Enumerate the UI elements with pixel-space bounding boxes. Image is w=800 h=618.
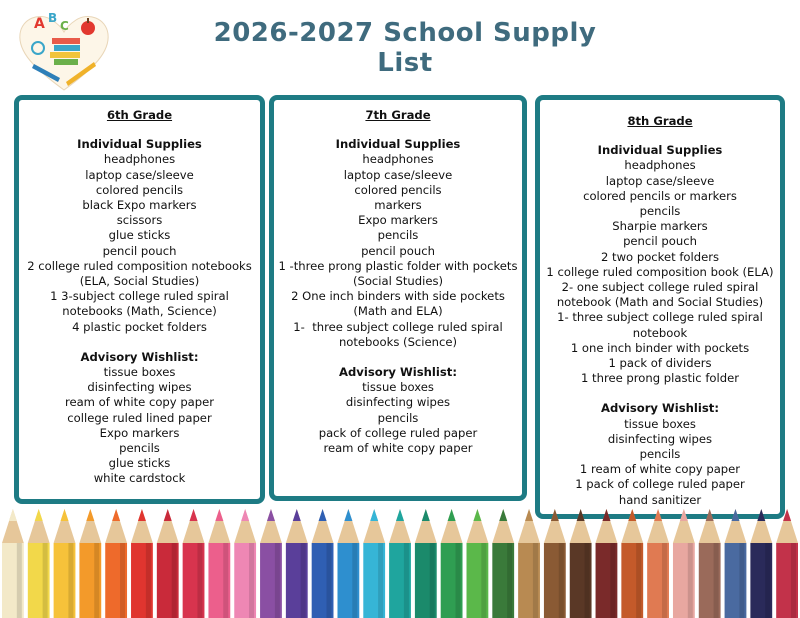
list-item: 1- three subject college ruled spiral notebooks (Science) [293, 319, 507, 349]
pencil [441, 509, 463, 618]
advisory-wishlist-heading: Advisory Wishlist: [339, 365, 457, 380]
list-item: 1- three subject college ruled spiral notebook [557, 310, 767, 340]
list-item: disinfecting wipes [607, 431, 713, 446]
list-item: colored pencils [354, 182, 442, 197]
logo-letter-a: A [34, 16, 45, 32]
pencil [518, 509, 540, 618]
pencil [492, 509, 514, 618]
individual-supplies-heading: Individual Supplies [77, 137, 202, 152]
list-item: Expo markers [99, 425, 180, 440]
list-item: scissors [116, 213, 163, 228]
list-item: laptop case/sleeve [343, 167, 453, 182]
list-item: 1 three prong plastic folder [581, 371, 739, 386]
pencil [79, 509, 101, 618]
pencil [570, 509, 592, 618]
pencil [467, 509, 489, 618]
list-item: pencil pouch [102, 243, 177, 258]
list-item: headphones [362, 152, 434, 167]
list-item: hand sanitizer [618, 492, 702, 507]
advisory-wishlist-list [22, 365, 257, 487]
list-item: markers [374, 198, 422, 213]
pencil [208, 509, 230, 618]
pencil [157, 509, 179, 618]
list-item: tissue boxes [624, 416, 696, 431]
list-item: headphones [624, 158, 696, 173]
pencil [28, 509, 50, 618]
advisory-wishlist-list [543, 417, 777, 508]
list-item: pencil pouch [361, 243, 435, 258]
list-item: 2- one subject college ruled spiral notebook (Math and Social Studies) [556, 280, 764, 310]
school-supplies-heart-icon [14, 8, 114, 94]
pencil [2, 509, 24, 618]
list-item: 2 two pocket folders [600, 249, 720, 264]
card-grade-title: 8th Grade [627, 114, 693, 128]
pencil [699, 509, 721, 618]
list-item: pencils [119, 441, 160, 456]
list-item: black Expo markers [82, 198, 197, 213]
list-item: pencils [639, 204, 681, 219]
list-item: pencils [377, 410, 419, 425]
list-item: 1 -three prong plastic folder with pockets (Social Studies) [278, 258, 522, 289]
list-item: 1 ream of white copy paper [579, 462, 741, 477]
pencil [776, 509, 798, 618]
list-item: college ruled lined paper [67, 410, 212, 425]
list-item: 2 One inch binders with side pockets (Math and ELA) [291, 289, 509, 319]
pencil [54, 509, 76, 618]
list-item: 1 pack of college ruled paper [575, 477, 745, 492]
list-item: 1 3-subject college ruled spiral notebooks (Math, Science) [50, 289, 233, 319]
grade-6-card [14, 95, 265, 504]
advisory-wishlist-list [277, 380, 519, 456]
list-item: disinfecting wipes [87, 380, 192, 395]
pencil [286, 509, 308, 618]
pencil [183, 509, 205, 618]
list-item: 1 college ruled composition book (ELA) [546, 264, 774, 279]
pencil [596, 509, 618, 618]
list-item: colored pencils [95, 182, 184, 197]
grade-8-card [535, 95, 785, 519]
pencil [260, 509, 282, 618]
list-item: 1 one inch binder with pockets [570, 340, 750, 355]
logo-letter-c: C [60, 19, 69, 33]
list-item: colored pencils or markers [583, 188, 737, 203]
colored-pencils-image [0, 505, 800, 618]
list-item: Expo markers [358, 213, 438, 228]
logo-letter-b: B [48, 11, 58, 25]
pencil [544, 509, 566, 618]
pencil [389, 509, 411, 618]
list-item: 1 pack of dividers [608, 356, 712, 371]
list-item: glue sticks [108, 456, 171, 471]
page-title: 2026-2027 School Supply List [213, 18, 597, 78]
card-grade-title: 6th Grade [106, 108, 173, 122]
grade-7-card [269, 95, 527, 501]
individual-supplies-list [22, 152, 257, 334]
list-item: tissue boxes [103, 365, 176, 380]
pencil [105, 509, 127, 618]
list-item: laptop case/sleeve [85, 167, 194, 182]
list-item: ream of white copy paper [323, 441, 473, 456]
list-item: laptop case/sleeve [605, 173, 715, 188]
pencil [750, 509, 772, 618]
advisory-wishlist-heading: Advisory Wishlist: [601, 401, 719, 416]
list-item: 4 plastic pocket folders [72, 319, 207, 334]
list-item: Sharpie markers [612, 219, 708, 234]
list-item: 2 college ruled composition notebooks (ELA, Social Studies) [27, 258, 256, 289]
list-item: ream of white copy paper [64, 395, 215, 410]
pencil [363, 509, 385, 618]
pencil [415, 509, 437, 618]
pencil [131, 509, 153, 618]
pencil [337, 509, 359, 618]
individual-supplies-heading: Individual Supplies [335, 137, 461, 152]
pencil [673, 509, 695, 618]
list-item: white cardstock [93, 471, 186, 486]
list-item: tissue boxes [362, 380, 434, 395]
card-grade-title: 7th Grade [365, 108, 431, 122]
pencil [725, 509, 747, 618]
pencil [234, 509, 256, 618]
individual-supplies-list [543, 158, 777, 386]
pencil [647, 509, 669, 618]
advisory-wishlist-heading: Advisory Wishlist: [80, 349, 199, 364]
pencil [621, 509, 643, 618]
list-item: pencils [639, 447, 681, 462]
list-item: disinfecting wipes [345, 395, 451, 410]
individual-supplies-list [277, 152, 522, 350]
individual-supplies-heading: Individual Supplies [597, 143, 723, 158]
list-item: pencils [377, 228, 419, 243]
list-item: pack of college ruled paper [318, 425, 478, 440]
list-item: glue sticks [108, 228, 171, 243]
pencil [312, 509, 334, 618]
list-item: headphones [103, 152, 176, 167]
list-item: pencil pouch [623, 234, 697, 249]
